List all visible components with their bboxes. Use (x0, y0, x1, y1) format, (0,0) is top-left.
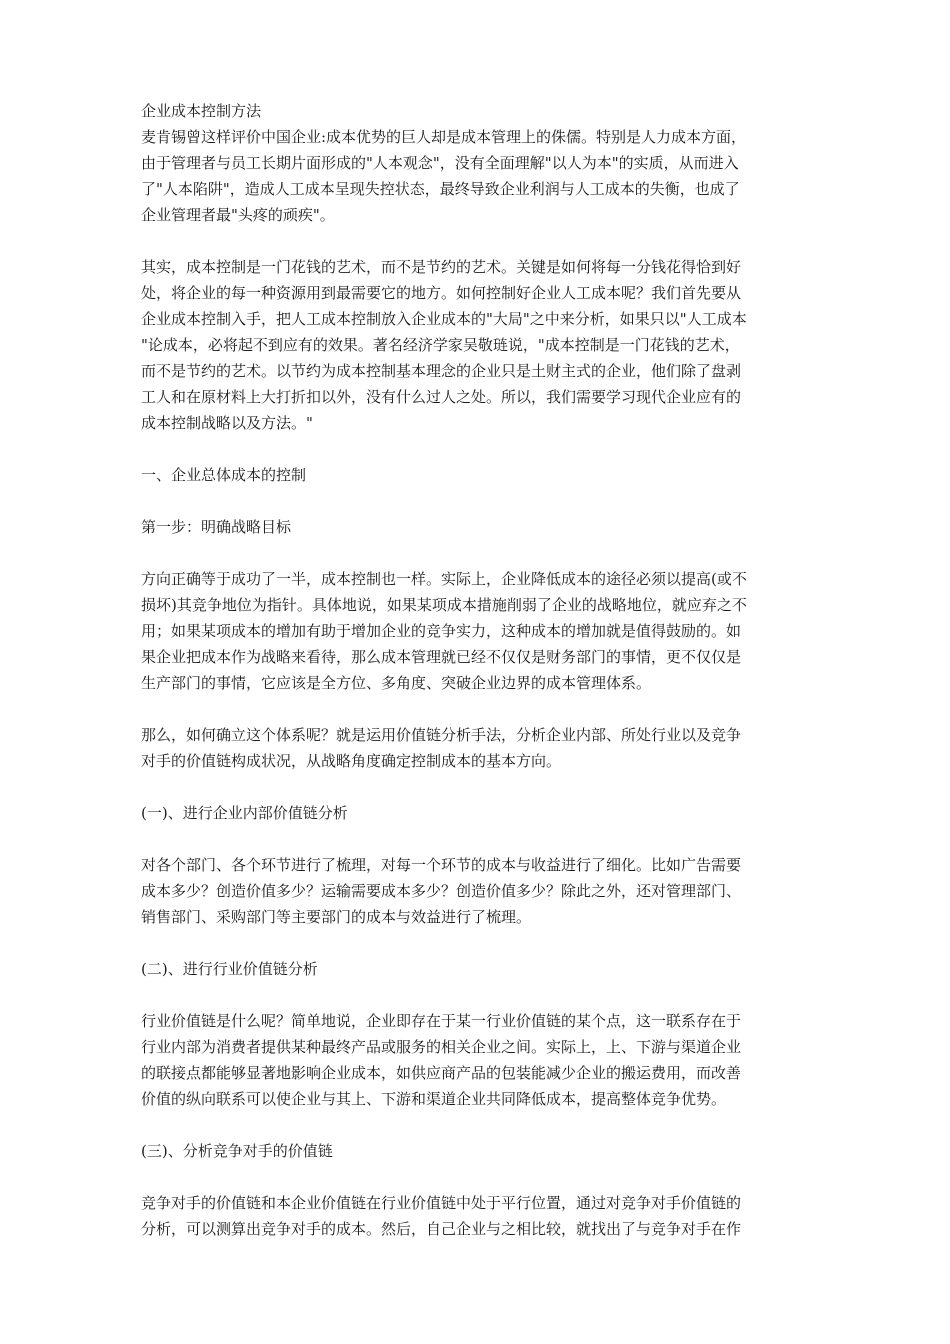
cost-art-paragraph (141, 254, 817, 436)
text-line: 分析，可以测算出竞争对手的成本。然后，自己企业与之相比较，就找出了与竞争对手在作 (141, 1220, 742, 1238)
document-page (141, 98, 817, 1242)
text-line: 而不是节约的艺术。以节约为成本控制基本理念的企业只是土财主式的企业，他们除了盘剥 (141, 362, 742, 380)
industry-chain-paragraph (141, 1008, 817, 1112)
text-line: 其实，成本控制是一门花钱的艺术，而不是节约的艺术。关键是如何将每一分钱花得恰到好 (141, 258, 742, 276)
text-line: 企业成本控制入手，把人工成本控制放入企业成本的"大局"之中来分析，如果只以"人工成本 (141, 310, 747, 328)
intro-paragraph (141, 124, 817, 228)
text-line: 的联接点都能够显著地影响企业成本，如供应商产品的包装能减少企业的搬运费用，而改善 (141, 1064, 742, 1082)
text-line: 价值的纵向联系可以使企业与其上、下游和渠道企业共同降低成本，提高整体竞争优势。 (141, 1090, 727, 1108)
text-line: 对手的价值链构成状况，从战略角度确定控制成本的基本方向。 (141, 752, 562, 770)
text-line: "论成本，必将起不到应有的效果。著名经济学家吴敬琏说，"成本控制是一门花钱的艺术， (141, 336, 740, 354)
text-line: 麦肯锡曾这样评价中国企业:成本优势的巨人却是成本管理上的侏儒。特别是人力成本方面， (141, 128, 747, 146)
text-line: 处，将企业的每一种资源用到最需要它的地方。如何控制好企业人工成本呢？我们首先要从 (141, 284, 742, 302)
text-line: 成本多少？创造价值多少？运输需要成本多少？创造价值多少？除此之外，还对管理部门、 (141, 882, 742, 900)
text-line: 工人和在原材料上大打折扣以外，没有什么过人之处。所以，我们需要学习现代企业应有的 (141, 388, 742, 406)
text-line: 损坏)其竞争地位为指针。具体地说，如果某项成本措施削弱了企业的战略地位，就应弃之不 (141, 596, 747, 614)
text-line: 生产部门的事情，它应该是全方位、多角度、突破企业边界的成本管理体系。 (141, 674, 652, 692)
text-line: 企业管理者最"头疼的顽疾"。 (141, 206, 335, 224)
text-line: 成本控制战略以及方法。" (141, 414, 313, 432)
subsection-heading: (二)、进行行业价值链分析 (141, 960, 318, 978)
competitor-chain-paragraph (141, 1190, 817, 1242)
text-line: 对各个部门、各个环节进行了梳理，对每一个环节的成本与收益进行了细化。比如广告需要 (141, 856, 742, 874)
text-line: 销售部门、采购部门等主要部门的成本与效益进行了梳理。 (141, 908, 532, 926)
subsection-heading: (三)、分析竞争对手的价值链 (141, 1142, 333, 1160)
document-title: 企业成本控制方法 (141, 102, 262, 120)
text-line: 由于管理者与员工长期片面形成的"人本观念"，没有全面理解"以人为本"的实质，从而进入 (141, 154, 739, 172)
internal-chain-paragraph (141, 852, 817, 930)
text-line: 竞争对手的价值链和本企业价值链在行业价值链中处于平行位置，通过对竞争对手价值链的 (141, 1194, 742, 1212)
text-line: 了"人本陷阱"，造成人工成本呈现失控状态，最终导致企业利润与人工成本的失衡，也成了 (141, 180, 740, 198)
value-chain-paragraph (141, 722, 817, 774)
text-line: 方向正确等于成功了一半，成本控制也一样。实际上，企业降低成本的途径必须以提高(或不 (141, 570, 747, 588)
text-line: 用；如果某项成本的增加有助于增加企业的竞争实力，这种成本的增加就是值得鼓励的。如 (141, 622, 742, 640)
text-line: 那么，如何确立这个体系呢？就是运用价值链分析手法，分析企业内部、所处行业以及竞争 (141, 726, 742, 744)
subsection-heading: (一)、进行企业内部价值链分析 (141, 804, 348, 822)
step-heading: 第一步：明确战略目标 (141, 518, 292, 536)
strategy-paragraph (141, 566, 817, 696)
text-line: 行业内部为消费者提供某种最终产品或服务的相关企业之间。实际上，上、下游与渠道企业 (141, 1038, 742, 1056)
text-line: 行业价值链是什么呢？简单地说，企业即存在于某一行业价值链的某个点，这一联系存在于 (141, 1012, 742, 1030)
section-heading: 一、企业总体成本的控制 (141, 466, 307, 484)
text-line: 果企业把成本作为战略来看待，那么成本管理就已经不仅仅是财务部门的事情，更不仅仅是 (141, 648, 742, 666)
